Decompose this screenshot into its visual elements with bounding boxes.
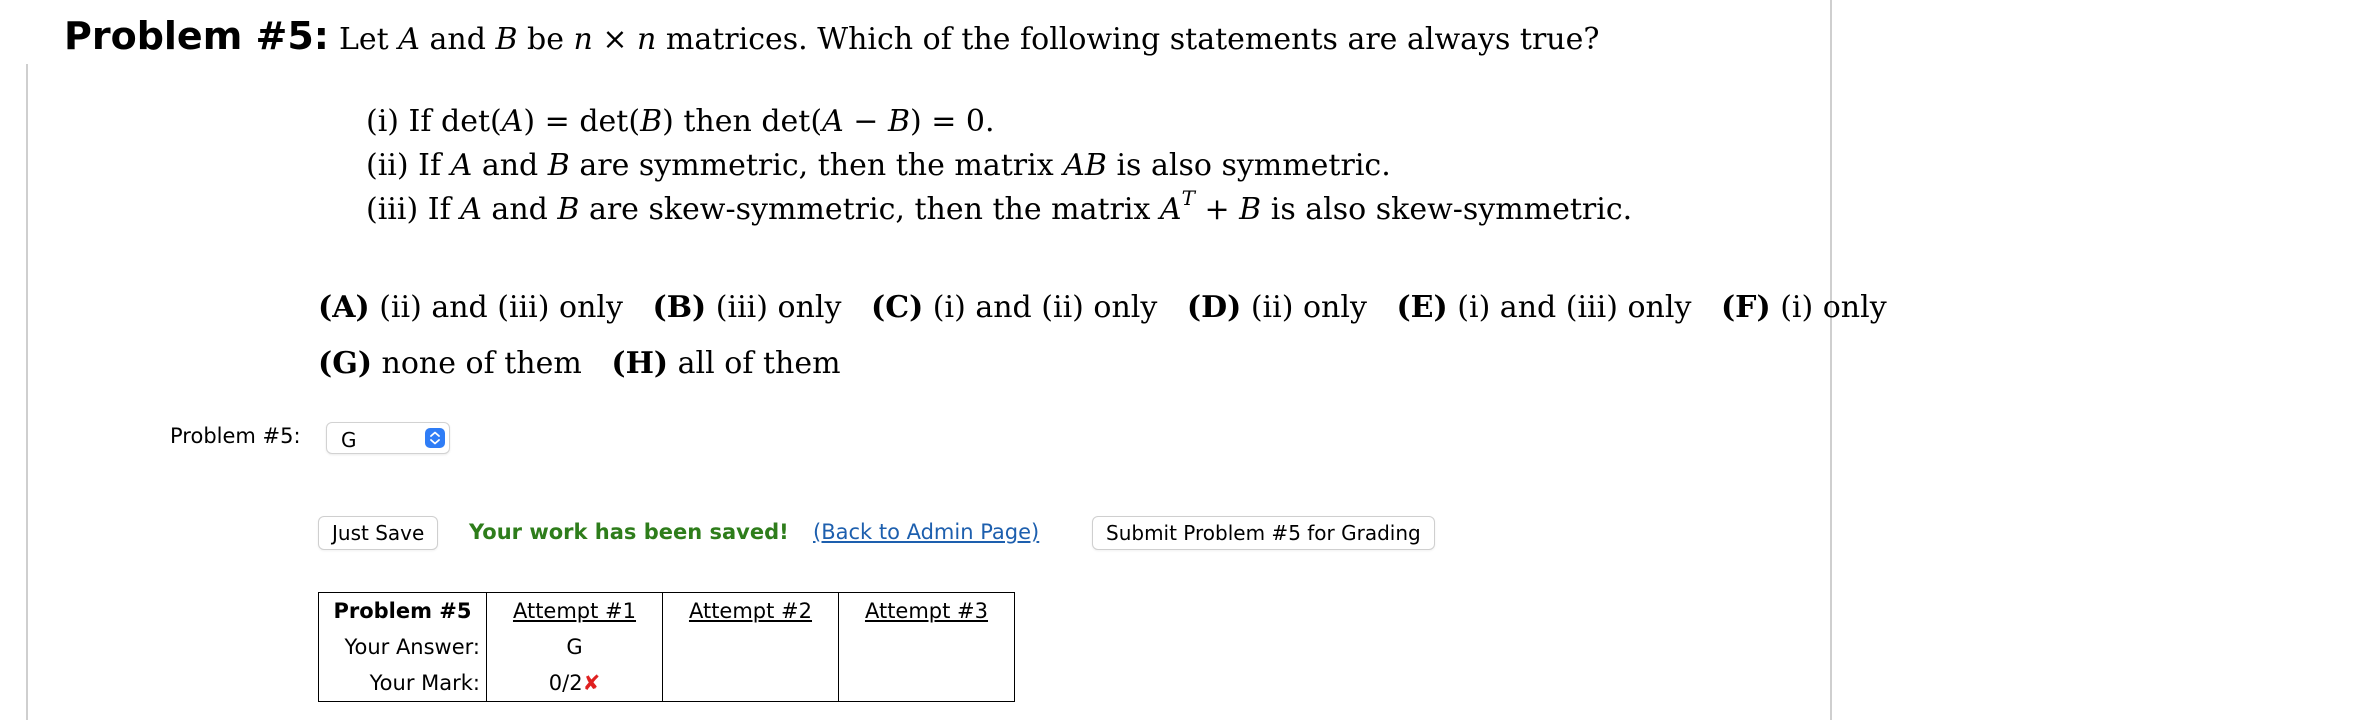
choice-h: (H) all of them <box>611 346 841 381</box>
select-arrows-icon <box>425 428 445 448</box>
attempt-3-mark <box>839 665 1015 702</box>
statement-ii: (ii) If A and B are symmetric, then the matrix AB is also symmetric. <box>366 148 1391 183</box>
submit-for-grading-button[interactable]: Submit Problem #5 for Grading <box>1092 516 1435 550</box>
attempt-2-link[interactable]: Attempt #2 <box>663 593 839 630</box>
table-header-row <box>319 593 1015 630</box>
table-corner-header: Problem #5 <box>319 593 487 630</box>
table-row <box>319 629 1015 665</box>
your-answer-label: Your Answer: <box>319 629 487 665</box>
wrong-mark-icon: ✘ <box>582 671 601 695</box>
attempt-1-answer: G <box>487 629 663 665</box>
right-divider <box>1830 0 1832 720</box>
choice-g: (G) none of them <box>318 346 582 381</box>
choice-a: (A) (ii) and (iii) only <box>318 290 623 325</box>
problem-title: Problem #5: <box>64 14 329 58</box>
choice-c: (C) (i) and (ii) only <box>871 290 1158 325</box>
problem-intro: Let A and B be n × n matrices. Which of the following statements are always true? <box>339 22 1600 57</box>
left-divider <box>26 64 28 720</box>
attempt-1-mark: 0/2✘ <box>487 665 663 702</box>
transpose-superscript: T <box>1181 186 1195 210</box>
choice-e: (E) (i) and (iii) only <box>1396 290 1692 325</box>
choices-row <box>318 346 861 381</box>
just-save-button[interactable]: Just Save <box>318 516 438 550</box>
answer-label: Problem #5: <box>170 424 301 448</box>
saved-message: Your work has been saved! <box>469 520 789 544</box>
attempt-2-answer <box>663 629 839 665</box>
attempt-1-link[interactable]: Attempt #1 <box>487 593 663 630</box>
statement-iii: (iii) If A and B are skew-symmetric, then the matrix $A^T + B$ is also skew-symmetric. <box>366 186 1633 227</box>
table-row <box>319 665 1015 702</box>
attempt-3-answer <box>839 629 1015 665</box>
answer-select[interactable] <box>326 422 450 454</box>
choice-d: (D) (ii) only <box>1186 290 1367 325</box>
answer-select-value: G <box>341 428 357 452</box>
statement-i: (i) If det(A) = det(B) then det(A − B) = 0. <box>366 104 995 139</box>
problem-heading <box>64 14 1599 58</box>
attempt-2-mark <box>663 665 839 702</box>
back-to-admin-link[interactable]: (Back to Admin Page) <box>813 520 1040 544</box>
choice-b: (B) (iii) only <box>652 290 842 325</box>
your-mark-label: Your Mark: <box>319 665 487 702</box>
choice-f: (F) (i) only <box>1720 290 1887 325</box>
attempts-table <box>318 592 1015 702</box>
attempt-3-link[interactable]: Attempt #3 <box>839 593 1015 630</box>
choices-row <box>318 290 1907 325</box>
